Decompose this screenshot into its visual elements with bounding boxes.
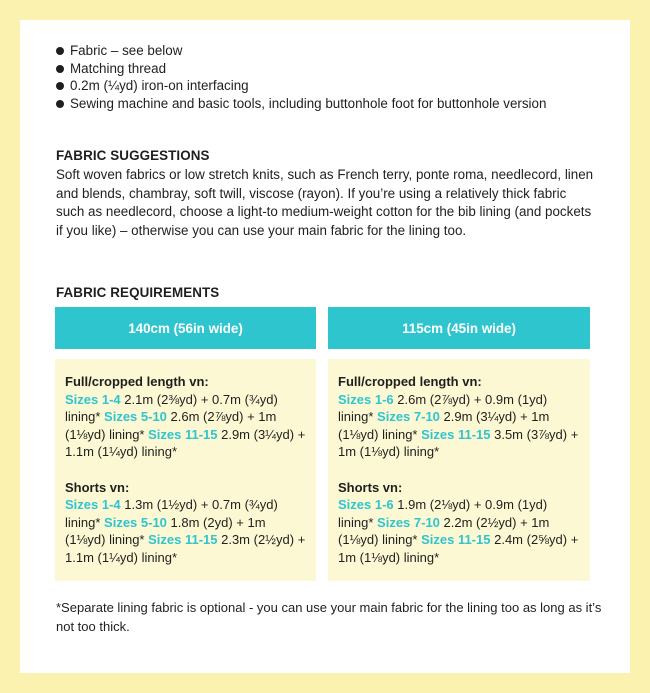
amount-text: 2.9m (3¼yd) + 1.1m (1¼yd) lining* [65,426,306,459]
amount-text: 2.9m (3¼yd) + 1m (1⅛yd) lining* [338,409,550,442]
amount-text: 2.6m (2⅞yd) + 0.9m (1yd) lining* [338,391,548,424]
fabric-requirements-heading: FABRIC REQUIREMENTS [56,285,220,300]
size-label: Sizes 1-4 [65,391,121,407]
amount-text: 2.1m (2⅜yd) + 0.7m (¾yd) lining* [65,391,278,424]
column-header-115cm: 115cm (45in wide) [328,307,590,349]
amount-text: 2.6m (2⅞yd) + 1m (1⅛yd) lining* [65,409,277,442]
size-label: Sizes 5-10 [104,409,167,424]
list-item: 0.2m (¼yd) iron-on interfacing [56,77,546,95]
full-length-title: Full/cropped length vn: [65,374,209,389]
full-length-text [338,391,580,461]
size-label: Sizes 5-10 [104,514,167,530]
size-label: Sizes 7-10 [377,514,440,530]
full-length-block [338,373,580,461]
amount-text: 2.3m (2½yd) + 1.1m (1¼yd) lining* [65,532,306,565]
size-label: Sizes 7-10 [377,409,440,424]
size-label: Sizes 11-15 [421,532,491,547]
shorts-block [338,479,580,567]
fabric-suggestions-text: Soft woven fabrics or low stretch knits, such as French terry, ponte roma, needlecord, linen and blends, chambray, soft twill, viscose (rayon). If you’re using a relatively thick fabric such as needlecord, choose a light-to medium-weight cotton for the bib lining (and pockets if you like) – otherwise you can use your main fabric for the lining too. [56,167,594,238]
footnote: *Separate lining fabric is optional - you can use your main fabric for the lining too as long as it’s not too thick. [56,600,602,634]
requirements-list [56,42,546,112]
list-item: Matching thread [56,60,546,78]
amount-text: 1.8m (2yd) + 1m (1⅛yd) lining* [65,514,266,547]
size-label: Sizes 1-6 [338,497,394,512]
fabric-suggestions-heading: FABRIC SUGGESTIONS [56,148,210,163]
column-header-140cm: 140cm (56in wide) [55,307,316,349]
shorts-block [65,479,306,567]
shorts-text [65,496,306,566]
full-length-title: Full/cropped length vn: [338,374,482,389]
amount-text: 1.9m (2⅛yd) + 0.9m (1yd) lining* [338,497,548,530]
size-label: Sizes 1-4 [65,497,121,512]
full-length-block [65,373,306,461]
size-label: Sizes 1-6 [338,391,394,407]
content-card [20,20,630,673]
amount-text: 2.4m (2⅝yd) + 1m (1⅛yd) lining* [338,532,579,565]
size-label: Sizes 11-15 [148,426,218,442]
amount-text: 1.3m (1½yd) + 0.7m (¾yd) lining* [65,497,278,530]
shorts-title: Shorts vn: [65,479,130,495]
size-label: Sizes 11-15 [148,532,218,547]
list-item: Sewing machine and basic tools, including buttonhole foot for buttonhole version [56,95,546,113]
shorts-text [338,496,580,566]
requirements-box-115cm [328,359,590,581]
shorts-title: Shorts vn: [338,479,403,495]
list-item: Fabric – see below [56,42,546,60]
amount-text: 2.2m (2½yd) + 1m (1⅛yd) lining* [338,514,550,547]
full-length-text [65,391,306,461]
amount-text: 3.5m (3⅞yd) + 1m (1⅛yd) lining* [338,426,579,459]
requirements-box-140cm [55,359,316,581]
size-label: Sizes 11-15 [421,426,491,442]
